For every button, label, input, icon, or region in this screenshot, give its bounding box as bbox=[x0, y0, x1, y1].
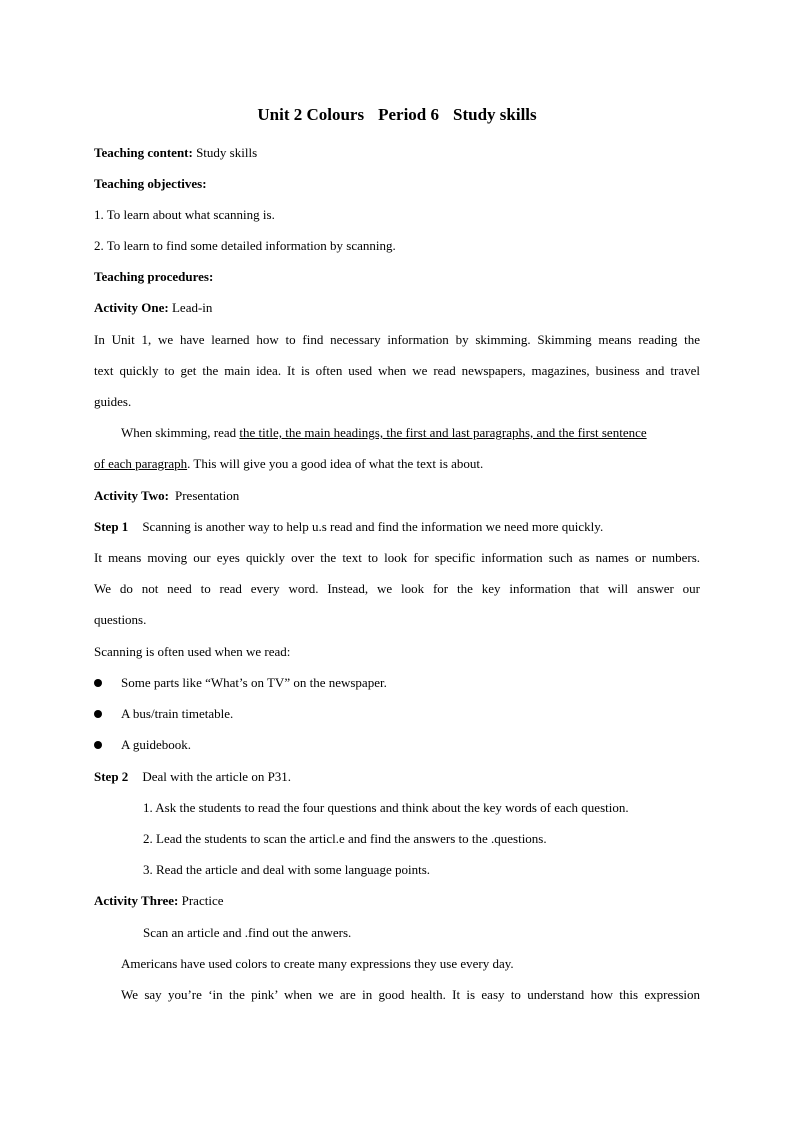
step2-item: 3. Read the article and deal with some language points. bbox=[143, 862, 430, 877]
step2-label: Step 2 bbox=[94, 769, 129, 784]
paragraph-line: guides. bbox=[94, 394, 132, 409]
teaching-content-label: Teaching content: bbox=[94, 145, 193, 160]
title-topic: Study skills bbox=[453, 105, 537, 124]
skimming-prefix: When skimming, read bbox=[121, 425, 240, 440]
teaching-procedures-heading: Teaching procedures: bbox=[94, 269, 214, 284]
teaching-objectives-heading: Teaching objectives: bbox=[94, 176, 207, 191]
skimming-suffix: . This will give you a good idea of what the text is about. bbox=[187, 456, 484, 471]
step2-item: 1. Ask the students to read the four questions and think about the key words of each question. bbox=[143, 800, 629, 815]
activity-two-heading bbox=[94, 487, 700, 505]
title-unit: Unit 2 Colours bbox=[257, 105, 365, 124]
list-item: A bus/train timetable. bbox=[121, 706, 234, 721]
paragraph-line: questions. bbox=[94, 612, 147, 627]
activity-three-label: Activity Three: bbox=[94, 893, 179, 908]
practice-task: Scan an article and .find out the anwers. bbox=[143, 925, 352, 940]
list-item: Some parts like “What’s on TV” on the newspaper. bbox=[121, 675, 387, 690]
step2-item: 2. Lead the students to scan the articl.e and find the answers to the .questions. bbox=[143, 831, 547, 846]
paragraph-line: We say you’re ‘in the pink’ when we are in good health. It is easy to understand how this expression bbox=[121, 987, 700, 1002]
skimming-underlined-text: the title, the main headings, the first and last paragraphs, and the first sentence bbox=[239, 425, 647, 440]
step1-label: Step 1 bbox=[94, 519, 129, 534]
teaching-content-line bbox=[94, 144, 700, 162]
activity-two-label: Activity Two: bbox=[94, 488, 169, 503]
activity-two-name: Presentation bbox=[174, 488, 240, 503]
paragraph-line: It means moving our eyes quickly over the text to look for specific information such as names or numbers. bbox=[94, 550, 700, 565]
paragraph-line: Americans have used colors to create many expressions they use every day. bbox=[121, 956, 514, 971]
title-period: Period 6 bbox=[378, 105, 439, 124]
page-title bbox=[0, 105, 794, 125]
teaching-content-value: Study skills bbox=[192, 145, 258, 160]
paragraph-line: text quickly to get the main idea. It is often used when we read newspapers, magazines, business and travel bbox=[94, 363, 700, 378]
activity-three-heading bbox=[94, 892, 700, 910]
step2-line bbox=[94, 768, 700, 786]
activity-one-heading bbox=[94, 299, 700, 317]
bullet-icon bbox=[94, 705, 110, 718]
activity-three-name: Practice bbox=[178, 893, 224, 908]
step2-text: Deal with the article on P31. bbox=[142, 769, 292, 784]
list-item: A guidebook. bbox=[121, 737, 192, 752]
skimming-paragraph-line1 bbox=[121, 424, 700, 442]
bullet-icon bbox=[94, 674, 110, 687]
step1-line bbox=[94, 518, 700, 536]
activity-one-name: Lead-in bbox=[168, 300, 213, 315]
paragraph-line: In Unit 1, we have learned how to find necessary information by skimming. Skimming means reading the bbox=[94, 332, 700, 347]
objective-item: 1. To learn about what scanning is. bbox=[94, 207, 275, 222]
activity-one-label: Activity One: bbox=[94, 300, 169, 315]
scanning-intro: Scanning is often used when we read: bbox=[94, 644, 291, 659]
bullet-icon bbox=[94, 736, 110, 749]
skimming-underlined-text: of each paragraph bbox=[94, 456, 188, 471]
step1-text: Scanning is another way to help u.s read and find the information we need more quickly. bbox=[142, 519, 604, 534]
objective-item: 2. To learn to find some detailed information by scanning. bbox=[94, 238, 396, 253]
skimming-paragraph-line2 bbox=[94, 455, 700, 473]
paragraph-line: We do not need to read every word. Instead, we look for the key information that will answer our bbox=[94, 581, 700, 596]
